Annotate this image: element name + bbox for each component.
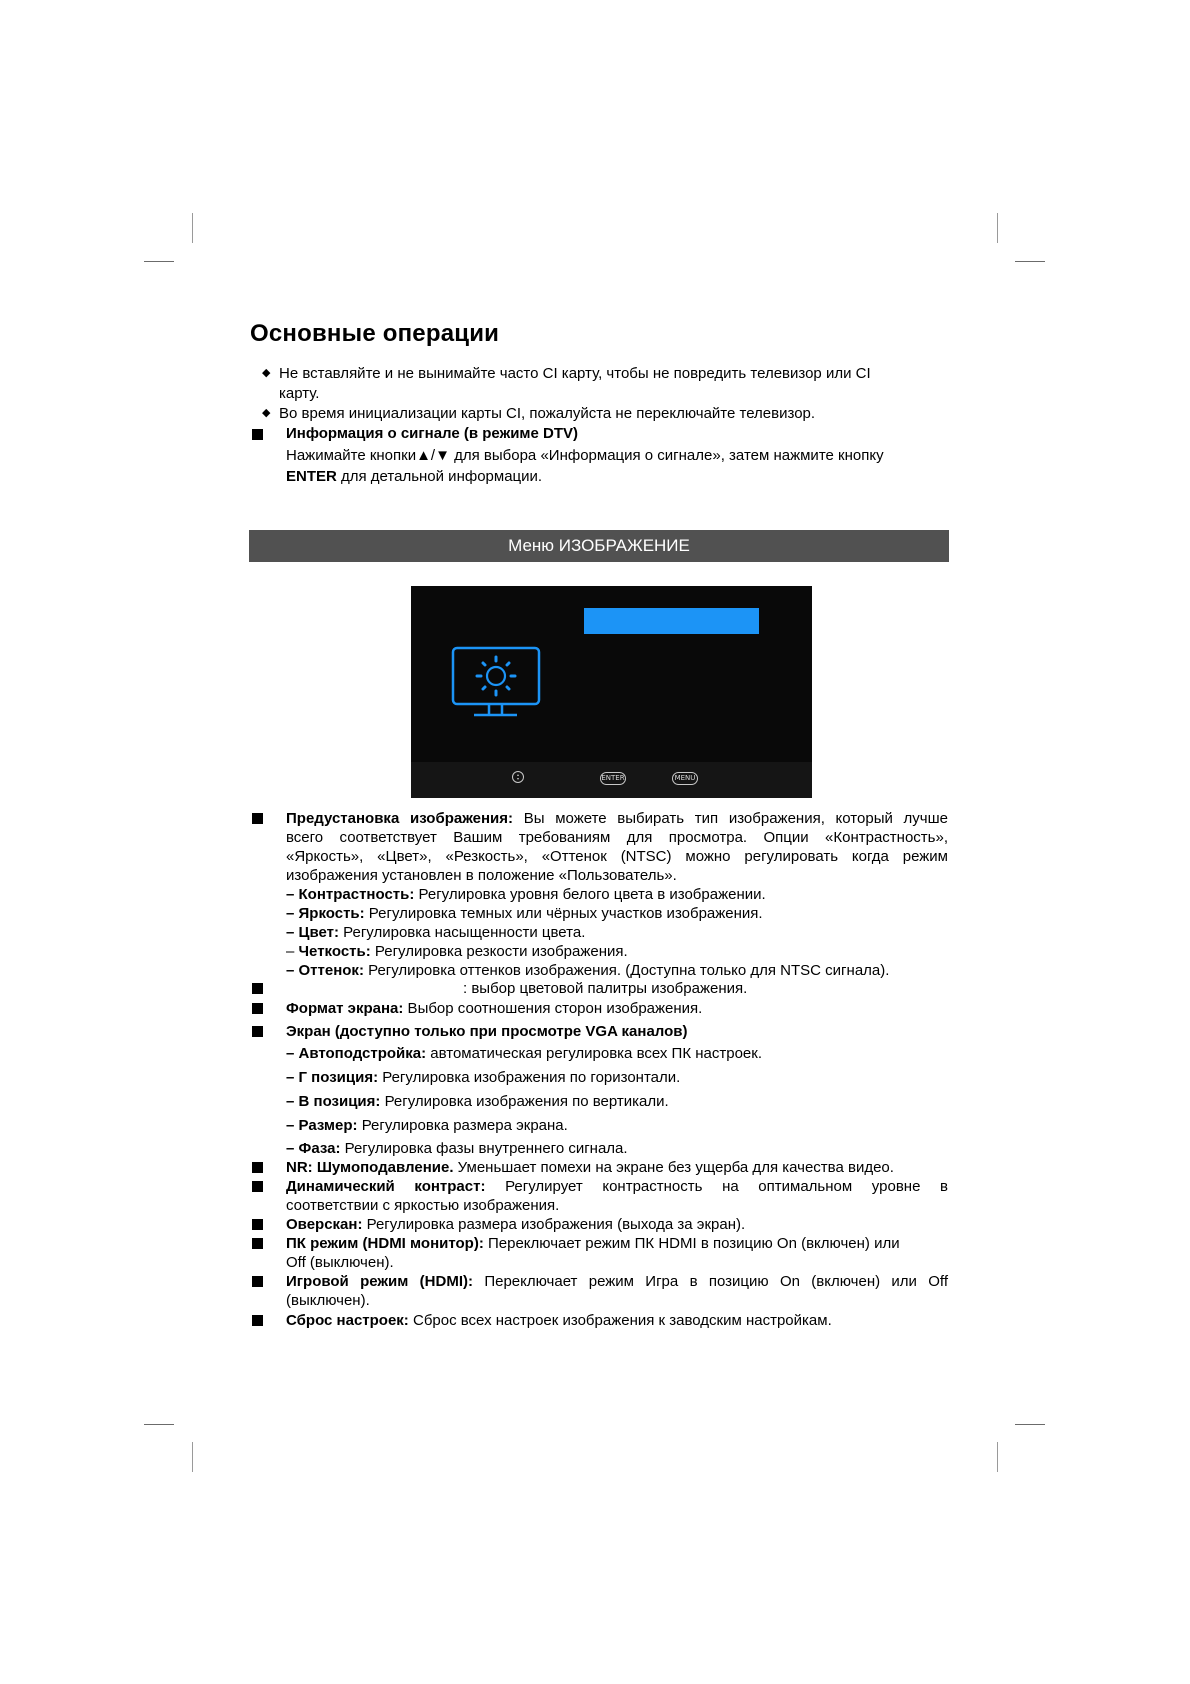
square-bullet-icon bbox=[252, 1276, 263, 1287]
screen-sub-phase: – Фаза: Регулировка фазы внутреннего сигнала. bbox=[286, 1140, 628, 1157]
preset-line-4: изображения установлен в положение «Пользователь». bbox=[286, 867, 677, 884]
reset-line: Сброс настроек: Сброс всех настроек изображения к заводским настройкам. bbox=[286, 1312, 832, 1329]
preset-sub-brightness: – Яркость: Регулировка темных или чёрных участков изображения. bbox=[286, 905, 763, 922]
preset-line-1: Предустановка изображения: Вы можете выбирать тип изображения, который лучше bbox=[286, 810, 948, 827]
square-bullet-icon bbox=[252, 429, 263, 440]
overscan-line: Оверскан: Регулировка размера изображения (выхода за экран). bbox=[286, 1216, 746, 1233]
screen-sub-auto: – Автоподстройка: автоматическая регулировка всех ПК настроек. bbox=[286, 1045, 762, 1062]
crop-mark bbox=[192, 213, 193, 243]
square-bullet-icon bbox=[252, 1162, 263, 1173]
square-bullet-icon bbox=[252, 1219, 263, 1230]
square-bullet-icon bbox=[252, 983, 263, 994]
preset-line-2: всего соответствует Вашим требованиям для просмотра. Опции «Контрастность», bbox=[286, 829, 948, 846]
square-bullet-icon bbox=[252, 1003, 263, 1014]
square-bullet-icon bbox=[252, 1181, 263, 1192]
preset-sub-color: – Цвет: Регулировка насыщенности цвета. bbox=[286, 924, 586, 941]
preset-sub-tint: – Оттенок: Регулировка оттенков изображения. (Доступна только для NTSC сигнала). bbox=[286, 962, 890, 979]
aspect-line: Формат экрана: Выбор соотношения сторон изображения. bbox=[286, 1000, 703, 1017]
preset-sub-contrast: – Контрастность: Регулировка уровня белого цвета в изображении. bbox=[286, 886, 766, 903]
crop-mark bbox=[1015, 261, 1045, 262]
signal-info-heading: Информация о сигнале (в режиме DTV) bbox=[286, 425, 579, 442]
game-line-1: Игровой режим (HDMI): Переключает режим Игра в позицию On (включен) или Off bbox=[286, 1273, 948, 1290]
crop-mark bbox=[144, 1424, 174, 1425]
menu-key-icon: MENU bbox=[672, 772, 698, 785]
menu-footer bbox=[411, 762, 812, 798]
crop-mark bbox=[144, 261, 174, 262]
square-bullet-icon bbox=[252, 1238, 263, 1249]
menu-highlight-bar bbox=[584, 608, 759, 634]
preset-line-3: «Яркость», «Цвет», «Резкость», «Оттенок (NTSC) можно регулировать когда режим bbox=[286, 848, 948, 865]
palette-line: : выбор цветовой палитры изображения. bbox=[463, 980, 748, 997]
signal-info-text-cont: ENTER для детальной информации. bbox=[286, 468, 543, 485]
square-bullet-icon bbox=[252, 1315, 263, 1326]
square-bullet-icon bbox=[252, 1026, 263, 1037]
enter-key-icon: ENTER bbox=[600, 772, 626, 785]
screen-sub-hpos: – Г позиция: Регулировка изображения по горизонтали. bbox=[286, 1069, 681, 1086]
square-bullet-icon bbox=[252, 813, 263, 824]
pc-line-2: Off (выключен). bbox=[286, 1254, 394, 1271]
section-banner: Меню ИЗОБРАЖЕНИЕ bbox=[249, 530, 949, 562]
diamond-bullet-icon: ◆ bbox=[262, 407, 271, 419]
ci-note-1-cont: карту. bbox=[279, 385, 320, 402]
monitor-brightness-icon bbox=[451, 646, 541, 718]
signal-info-text: Нажимайте кнопки▲/▼ для выбора «Информация о сигнале», затем нажмите кнопку bbox=[286, 447, 884, 464]
nr-line: NR: Шумоподавление. Уменьшает помехи на экране без ущерба для качества видео. bbox=[286, 1159, 894, 1176]
screen-sub-vpos: – В позиция: Регулировка изображения по вертикали. bbox=[286, 1093, 669, 1110]
ci-note-2: Во время инициализации карты CI, пожалуйста не переключайте телевизор. bbox=[279, 405, 816, 422]
dyn-line-2: соответствии с яркостью изображения. bbox=[286, 1197, 560, 1214]
pc-line-1: ПК режим (HDMI монитор): Переключает режим ПК HDMI в позицию On (включен) или bbox=[286, 1235, 900, 1252]
ci-note-1: Не вставляйте и не вынимайте часто CI карту, чтобы не повредить телевизор или CI bbox=[279, 365, 871, 382]
crop-mark bbox=[192, 1442, 193, 1472]
screen-sub-size: – Размер: Регулировка размера экрана. bbox=[286, 1117, 568, 1134]
up-down-nav-icon bbox=[512, 771, 524, 783]
page-title: Основные операции bbox=[250, 320, 500, 347]
preset-sub-sharpness: – Четкость: Регулировка резкости изображения. bbox=[286, 943, 628, 960]
crop-mark bbox=[997, 213, 998, 243]
tv-menu-screenshot bbox=[411, 586, 812, 798]
crop-mark bbox=[997, 1442, 998, 1472]
diamond-bullet-icon: ◆ bbox=[262, 367, 271, 379]
screen-heading: Экран (доступно только при просмотре VGA каналов) bbox=[286, 1023, 688, 1040]
dyn-line-1: Динамический контраст: Регулирует контрастность на оптимальном уровне в bbox=[286, 1178, 948, 1195]
crop-mark bbox=[1015, 1424, 1045, 1425]
game-line-2: (выключен). bbox=[286, 1292, 370, 1309]
